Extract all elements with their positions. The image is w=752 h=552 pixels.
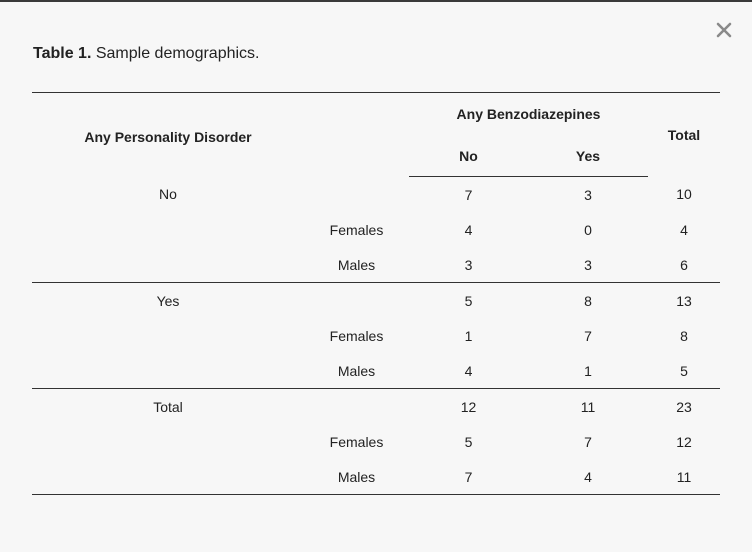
table-row	[32, 212, 720, 247]
group-label-blank	[32, 212, 304, 247]
top-border	[0, 0, 752, 2]
header-yes: Yes	[528, 135, 648, 177]
table-caption	[33, 45, 259, 63]
cell-yes: 3	[584, 186, 592, 203]
group-label-blank	[32, 247, 304, 283]
subgroup-label: Females	[329, 327, 384, 344]
subgroup-label: Males	[304, 353, 409, 389]
subgroup-label: Males	[304, 459, 409, 495]
cell-total: 4	[680, 221, 688, 238]
caption-text: Sample demographics.	[95, 45, 260, 62]
cell-yes: 4	[528, 459, 648, 495]
header-personality-disorder: Any Personality Disorder	[84, 128, 252, 145]
cell-yes: 3	[528, 247, 648, 283]
header-total: Total	[667, 126, 701, 143]
cell-no: 1	[464, 327, 473, 344]
subgroup-label: Females	[329, 433, 384, 450]
cell-no: 4	[409, 353, 528, 389]
table-row	[32, 283, 720, 319]
cell-yes: 7	[584, 327, 592, 344]
cell-no: 4	[464, 221, 473, 238]
cell-total: 10	[676, 186, 692, 203]
cell-no: 12	[460, 398, 477, 415]
cell-no: 7	[464, 186, 473, 203]
group-label: No	[159, 186, 177, 203]
cell-yes: 1	[528, 353, 648, 389]
cell-yes: 7	[584, 433, 592, 450]
cell-no: 5	[464, 433, 473, 450]
cell-no: 5	[464, 292, 473, 309]
cell-yes: 11	[580, 398, 596, 415]
group-label: Yes	[156, 292, 180, 309]
table-row	[32, 424, 720, 459]
table-row	[32, 459, 720, 495]
subgroup-label	[304, 389, 409, 425]
caption-label: Table 1.	[33, 45, 92, 62]
group-label-blank	[32, 353, 304, 389]
header-subgroup-blank	[304, 93, 409, 177]
group-label-blank	[32, 318, 304, 353]
table-row	[32, 247, 720, 283]
table-body	[32, 177, 720, 495]
header-no: No	[409, 135, 528, 177]
cell-total: 8	[680, 327, 688, 344]
cell-yes: 8	[584, 292, 592, 309]
group-label: Total	[153, 398, 183, 415]
cell-total: 6	[648, 247, 720, 283]
cell-no: 3	[409, 247, 528, 283]
subgroup-label	[304, 283, 409, 319]
cell-yes: 0	[584, 221, 592, 238]
cell-no: 7	[409, 459, 528, 495]
table-row	[32, 353, 720, 389]
close-button[interactable]	[712, 18, 736, 42]
cell-total: 13	[676, 292, 692, 309]
cell-total: 5	[648, 353, 720, 389]
table-row	[32, 318, 720, 353]
cell-total: 11	[648, 459, 720, 495]
subgroup-label: Males	[304, 247, 409, 283]
group-label-blank	[32, 459, 304, 495]
table-row	[32, 389, 720, 425]
table-row	[32, 177, 720, 213]
subgroup-label	[304, 177, 409, 213]
close-icon	[712, 18, 736, 42]
cell-total: 23	[676, 398, 692, 415]
subgroup-label: Females	[329, 221, 384, 238]
cell-total: 12	[676, 433, 692, 450]
header-benzodiazepines: Any Benzodiazepines	[456, 106, 601, 122]
group-label-blank	[32, 424, 304, 459]
table-header	[32, 93, 720, 177]
demographics-table	[32, 92, 720, 495]
